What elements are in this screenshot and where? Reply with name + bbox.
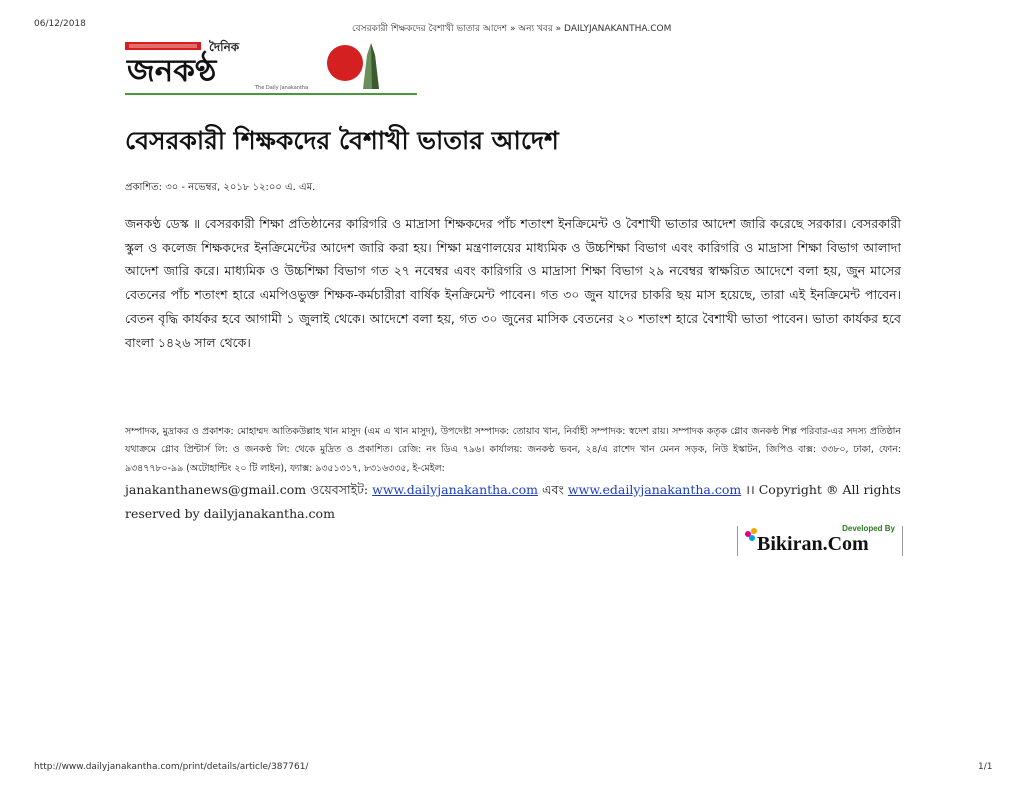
footer-website-link-2[interactable]: www.edailyjanakantha.com — [567, 482, 742, 497]
developer-badge[interactable] — [737, 522, 903, 556]
footer-website-label: ওয়েবসাইট: — [310, 482, 369, 497]
footer-copyright: ।। Copyright ® All rights reserved by dailyjanakantha.com — [125, 482, 901, 521]
print-header-title: বেসরকারী শিক্ষকদের বৈশাখী ভাতার আদেশ » অন্য খবর » DAILYJANAKANTHA.COM — [352, 24, 672, 34]
masthead-rule — [125, 93, 417, 95]
badge-name: Bikiran.Com — [757, 533, 869, 555]
footer-and-word: এবং — [542, 482, 564, 497]
masthead-red-banner-inner — [129, 44, 197, 48]
footer-email: janakanthanews@gmail.com — [125, 482, 307, 497]
article-body: জনকণ্ঠ ডেস্ক ॥ বেসরকারী শিক্ষা প্রতিষ্ঠানের কারিগরি ও মাদ্রাসা শিক্ষকদের পাঁচ শতাংশ ইনক্রিমেন্ট ও বৈশাখী ভাতার আদেশ জারি করেছে সরকার। বেসরকারী স্কুল ও কলেজ শিক্ষকদের ইনক্রিমেন্টের আদেশ জারি করা হয়। শিক্ষা মন্ত্রণালয়ের মাধ্যমিক ও উচ্চশিক্ষা বিভাগ এবং কারিগরি ও মাদ্রাসা শিক্ষা বিভাগ আলাদা আদেশ জারি করে। মাধ্যমিক ও উচ্চশিক্ষা বিভাগ গত ২৭ নবেম্বর এবং কারিগরি ও মাদ্রাসা শিক্ষা বিভাগ ২৯ নবেম্বর স্বাক্ষরিত আদেশে বলা হয়, জুন মাসের বেতনের পাঁচ শতাংশ হারে এমপিওভুক্ত শিক্ষক-কর্মচারীরা বার্ষিক ইনক্রিমেন্ট পাবেন। গত ৩০ জুন যাদের চাকরি ছয় মাস হয়েছে, তারা এই ইনক্রিমেন্ট পাবেন। বেতন বৃদ্ধি কার্যকর হবে আগামী ১ জুলাই থেকে। আদেশে বলা হয়, গত ৩০ জুনের মাসিক বেতনের ২০ শতাংশ হারে বৈশাখী ভাতা পাবেন। ভাতা কার্যকর হবে বাংলা ১৪২৬ সাল থেকে। — [125, 216, 901, 350]
masthead-graphic — [125, 37, 417, 95]
masthead-tagline: দৈনিক — [209, 40, 240, 54]
masthead-logo[interactable] — [125, 37, 417, 95]
article-published-date: প্রকাশিত: ৩০ - নভেম্বর, ২০১৮ ১২:০০ এ. এম. — [125, 182, 316, 193]
article-headline: বেসরকারী শিক্ষকদের বৈশাখী ভাতার আদেশ — [125, 126, 559, 155]
badge-divider-right — [902, 526, 903, 556]
print-footer-page: 1/1 — [978, 762, 993, 772]
masthead-minar-shadow — [371, 43, 379, 89]
badge-divider-left — [737, 526, 738, 556]
footer-imprint: সম্পাদক, মুদ্রাকর ও প্রকাশক: মোহাম্মদ আতিকউল্লাহ খান মাসুদ (এম এ খান মাসুদ), উপদেষ্টা সম্পাদক: তোয়াব খান, নির্বাহী সম্পাদক: স্বদেশ রায়। সম্পাদক কতৃক গ্লোব জনকণ্ঠ শিল্প পরিবার-এর সদস্য প্রতিষ্ঠান যথাক্রমে গ্লোব প্রিন্টার্স লি: ও জনকণ্ঠ লি: থেকে মুদ্রিত ও প্রকাশিত। রেজি: নং ডিএ ৭৯৬। কার্যালয়: জনকণ্ঠ ভবন, ২৪/এ রাশেদ খান মেনন সড়ক, নিউ ইস্কাটন, জিপিও বাক্স: ৩৩৮০, ঢাকা, ফোন: ৯৩৪৭৭৮০-৯৯ (অটোহান্টিং ২০ টি লাইন), ফ্যাক্স: ৯৩৫১৩১৭, ৮৩১৬৩৩৫, ই-মেইল: — [125, 426, 901, 474]
masthead-name: জনকণ্ঠ — [127, 53, 217, 89]
footer-website-link-1[interactable]: www.dailyjanakantha.com — [372, 482, 539, 497]
print-footer-url: http://www.dailyjanakantha.com/print/details/article/387761/ — [34, 762, 309, 772]
masthead-subtitle: The Daily Janakantha — [255, 85, 309, 91]
print-header-date: 06/12/2018 — [34, 19, 86, 29]
badge-dot-blue — [749, 535, 755, 541]
masthead-red-sun — [327, 45, 363, 81]
footer-contact-line — [125, 478, 901, 526]
badge-caption: Developed By — [842, 524, 895, 533]
